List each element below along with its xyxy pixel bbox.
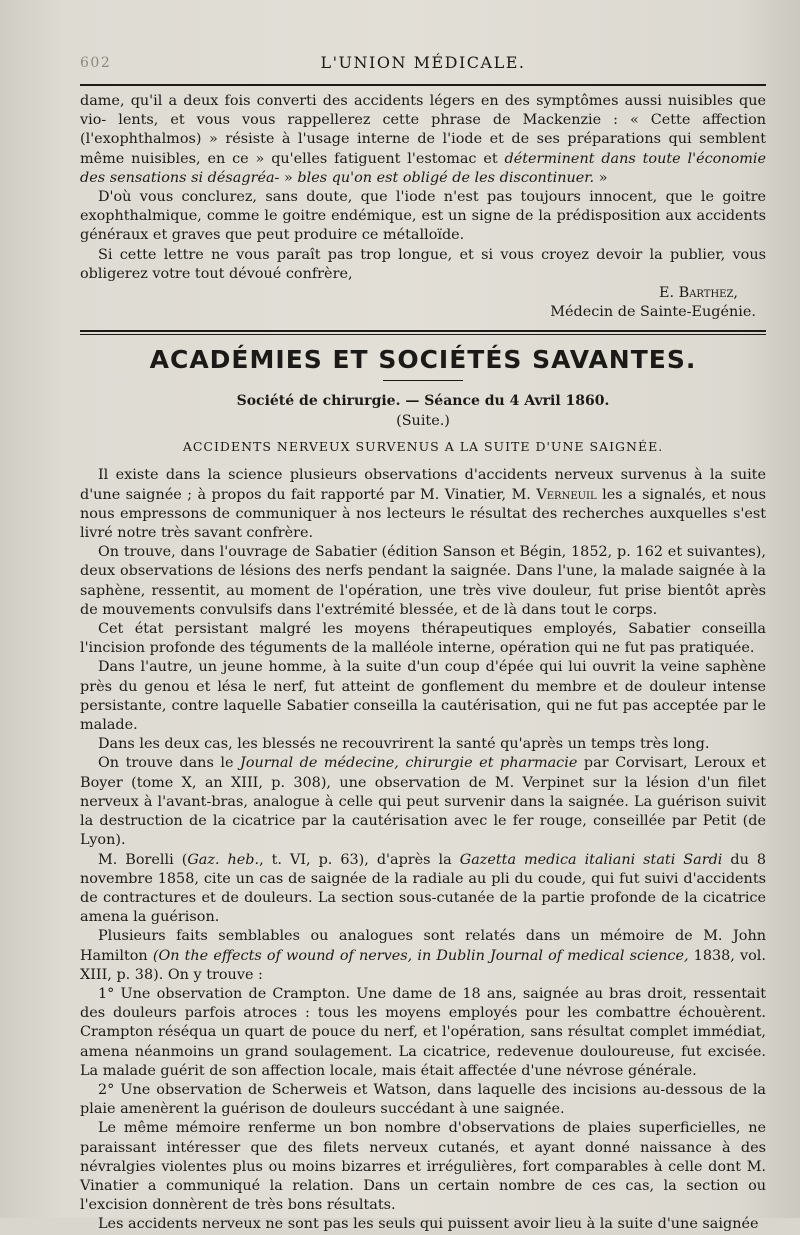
paragraph: On trouve, dans l'ouvrage de Sabatier (édition Sanson et Bégin, 1852, p. 162 et suivantes), deux observations de lésions des nerfs pendant la saignée. Dans l'une, la malade saignée à la saphène, ressentit, au moment de l'opération, une très vive douleur, fut prise bientôt après de mouvements convulsifs dans l'extrémité blessée, et de là dans tout le corps. xyxy=(80,544,766,618)
paragraph: 2° Une observation de Scherweis et Watson, dans laquelle des incisions au-dessous de la plaie amenèrent la guérison de douleurs succédant à une saignée. xyxy=(80,1081,766,1118)
signature-title: Médecin de Sainte-Eugénie. xyxy=(550,304,756,321)
page-number: 602 xyxy=(80,55,112,71)
signature xyxy=(80,284,766,322)
paragraph: Le même mémoire renferme un bon nombre d'observations de plaies superficielles, ne paraissant intéresser que des filets nerveux cutanés, et ayant donné naissance à des névralgies violentes plus ou moins bizarres et irrégulières, fort comparables à celle dont M. Vinatier a communiqué la relation. Dans un certain nombre de ces cas, la section ou l'excision donnèrent de très bons résultats. xyxy=(80,1120,766,1214)
section-divider xyxy=(80,330,766,335)
header-rule xyxy=(80,84,766,86)
letter-paragraph-1: dame, qu'il a deux fois converti des accidents légers en des symptômes aussi nuisibles que vio- lents, et vous vous rappellerez cette phrase de Mackenzie : « Cette affection (l'exophthalmos) » résiste à l'usage interne de l'iode et de ses préparations qui semblent même nuisibles, en ce » qu'elles fatiguent l'estomac et déterminent dans toute l'économie des sensations si désagréa- » bles qu'on est obligé de les discontinuer. » xyxy=(80,93,767,186)
suite-label: (Suite.) xyxy=(396,413,450,430)
session-heading: Société de chirurgie. — Séance du 4 Avril 1860. xyxy=(236,393,610,410)
paragraph: Dans les deux cas, les blessés ne recouvrirent la santé qu'après un temps très long. xyxy=(98,736,710,753)
paragraph: Dans l'autre, un jeune homme, à la suite d'un coup d'épée qui lui ouvrit la veine saphène près du genou et lésa le nerf, fut atteint de gonflement du membre et de douleur intense persistante, contre laquelle Sabatier conseilla la cautérisation, qui ne fut pas acceptée par le malade. xyxy=(80,659,766,734)
running-header xyxy=(80,48,766,78)
letter-paragraph-2: D'où vous conclurez, sans doute, que l'iode n'est pas toujours innocent, que le goitre exophthalmique, comme le goitre endémique, est un signe de la prédisposition aux accidents généraux et graves que peut produire ce métalloïde. xyxy=(80,189,766,244)
article-body xyxy=(80,466,766,1234)
letter-paragraph-3: Si cette lettre ne vous paraît pas trop longue, et si vous croyez devoir la publier, vous obligerez votre tout dévoué confrère, xyxy=(80,246,766,282)
signature-name: E. Barthez, xyxy=(658,285,738,302)
title-underline xyxy=(383,380,463,381)
paragraph: Les accidents nerveux ne sont pas les seuls qui puissent avoir lieu à la suite d'une saignée xyxy=(98,1216,759,1233)
paragraph: 1° Une observation de Crampton. Une dame de 18 ans, saignée au bras droit, ressentait des douleurs parfois atroces : tous les moyens employés pour les combattre échouèrent. Crampton réséqua un quart de pouce du nerf, et l'opération, sans résultat complet immédiat, amena néanmoins un grand soulagement. La cicatrice, redevenue douloureuse, fut excisée. La malade guérit de son affection locale, mais était affectée d'une névrose générale. xyxy=(80,985,766,1079)
article-subheading: ACCIDENTS NERVEUX SURVENUS A LA SUITE D'UNE SAIGNÉE. xyxy=(182,439,664,455)
paragraph: M. Borelli (Gaz. heb., t. VI, p. 63), d'après la Gazetta medica italiani stati Sardi du 8 novembre 1858, cite un cas de saignée de la radiale au pli du coude, qui fut suivi d'accidents de contractures et de douleurs. La section sous-cutanée de la partie profonde de la cicatrice amena la guérison. xyxy=(80,851,767,926)
paragraph: Il existe dans la science plusieurs observations d'accidents nerveux survenus à la suite d'une saignée ; à propos du fait rapporté par M. Vinatier, M. Verneuil les a signalés, et nous nous empressons de communiquer à nos lecteurs le résultat des recherches auxquelles s'est livré notre très savant confrère. xyxy=(80,467,766,542)
paragraph: On trouve dans le Journal de médecine, chirurgie et pharmacie par Corvisart, Leroux et Boyer (tome X, an XIII, p. 308), une observation de M. Verpinet sur la lésion d'un filet nerveux à l'avant-bras, analogue à celle qui peut survenir dans la saignée. La guérison suivit la destruction de la cicatrice par la cautérisation avec le fer rouge, conseillée par Petit (de Lyon). xyxy=(80,755,766,849)
paragraph: Plusieurs faits semblables ou analogues sont relatés dans un mémoire de M. John Hamilton (On the effects of wound of nerves, in Dublin Journal of medical science, 1838, vol. XIII, p. 38). On y trouve : xyxy=(80,928,766,983)
section-title: ACADÉMIES ET SOCIÉTÉS SAVANTES. xyxy=(149,345,697,375)
paragraph: Cet état persistant malgré les moyens thérapeutiques employés, Sabatier conseilla l'incision profonde des téguments de la malléole interne, opération qui ne fut pas pratiquée. xyxy=(80,621,766,657)
journal-title: L'UNION MÉDICALE. xyxy=(320,53,526,72)
letter-continuation xyxy=(80,92,766,322)
